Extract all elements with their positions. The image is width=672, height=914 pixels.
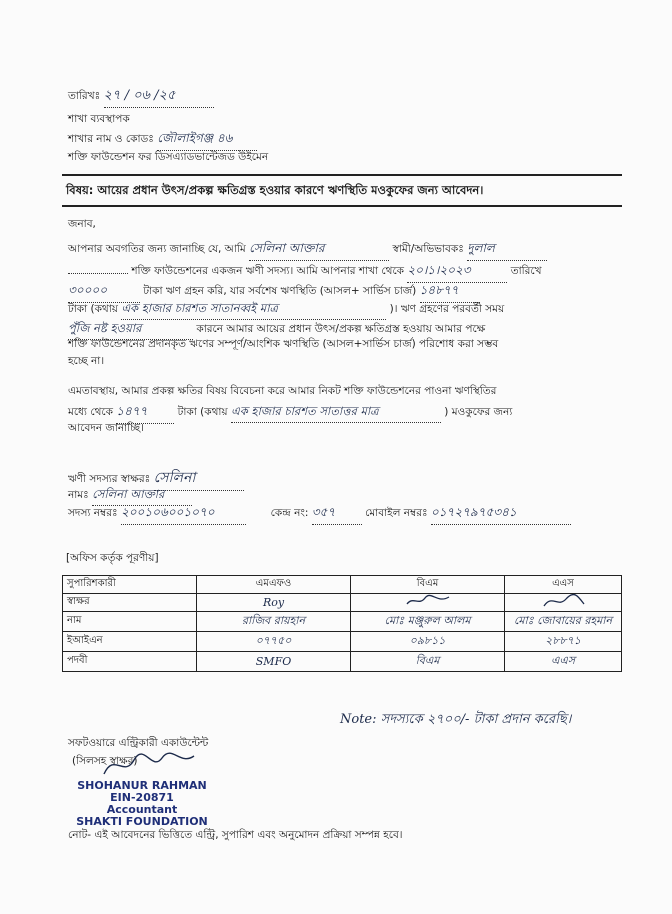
as-name: মোঃ জোবায়ের রহমান	[505, 612, 622, 632]
member-signature: সেলিনা	[154, 466, 244, 491]
footer-note: নোট- এই আবেদনের ভিত্তিতে এন্ট্রি, সুপারিশ এবং অনুমোদন প্রক্রিয়া সম্পন্ন হবে।	[68, 829, 403, 841]
body-text: শক্তি ফাউন্ডেশনের একজন ঋণী সদস্য। আমি আপনার শাখা থেকে	[131, 265, 405, 277]
body-line-6: শক্তি ফাউন্ডেশনের প্রদানকৃত ঋণের সম্পূর্ণ/আংশিক ঋণস্থিতি (আসল+সার্ভিস চার্জ) পরিশোধ করা সম্ভব	[68, 338, 499, 350]
table-row	[63, 632, 622, 652]
loan-amount: ৩০০০০	[68, 282, 140, 303]
mfo-signature: Roy	[197, 594, 351, 612]
member-name-row	[68, 486, 192, 506]
bm-ein: ০৯৮১১	[351, 632, 505, 652]
body-text: আপনার অবগতির জন্য জানাচ্ছি যে, আমি	[68, 243, 246, 255]
branch-row	[68, 130, 257, 151]
body-text: টাকা (কথায়	[68, 303, 118, 315]
body2-line-3: আবেদন জানাচ্ছি।	[68, 422, 144, 434]
salutation: জনাব,	[68, 218, 96, 230]
waiver-in-words: এক হাজার চারশত সাতাত্তর মাত্র	[231, 403, 441, 423]
subject-rule-bottom	[62, 205, 622, 207]
body-text: তারিখে	[510, 265, 542, 277]
bm-name: মোঃ মঞ্জুরুল আলম	[351, 612, 505, 632]
body-line-4	[68, 300, 504, 320]
body-line-7: হচ্ছে না।	[68, 355, 105, 367]
table-header: সুপারিশকারী	[63, 576, 197, 594]
body-text: টাকা ঋণ গ্রহন করি, যার সর্বশেষ ঋণস্থিতি (আসল+ সার্ভিস চার্জ)	[143, 285, 417, 297]
member-name: সেলিনা আক্তার	[92, 486, 192, 506]
center-number: ৩৫৭	[312, 504, 362, 525]
bm-signature-mark	[403, 594, 453, 608]
guardian-name: দুলাল	[467, 240, 547, 261]
seal-name: SHOHANUR RAHMAN	[77, 779, 207, 792]
accountant-seal	[72, 780, 212, 828]
mfo-name: রাজিব রায়হান	[197, 612, 351, 632]
table-row	[63, 594, 622, 612]
seal-role: Accountant	[106, 803, 178, 816]
accountant-subtitle: (সিলসহ স্বাক্ষর)	[72, 755, 138, 767]
signature-label: ঋণী সদস্যর স্বাক্ষরঃ	[68, 473, 151, 485]
as-designation: এএস	[505, 652, 622, 672]
row-label: ইআইএন	[63, 632, 197, 652]
center-label: কেন্দ্র নং:	[270, 507, 309, 519]
as-ein: ২৮৮৭১	[505, 632, 622, 652]
subject-rule-top	[62, 174, 622, 176]
recommendation-table	[62, 575, 622, 672]
subject-line: বিষয়: আয়ের প্রধান উৎস/প্রকল্প ক্ষতিগ্রস্ত হওয়ার কারণে ঋণস্থিতি মওকুফের জন্য আবেদন।	[66, 183, 484, 197]
date-label: তারিখঃ	[68, 90, 101, 102]
body-line-1	[68, 240, 547, 261]
as-signature-mark	[538, 594, 588, 608]
table-header-row	[63, 576, 622, 594]
table-row	[63, 612, 622, 632]
body2-line-1: এমতাবস্থায়, আমার প্রকল্প ক্ষতির বিষয় বিবেচনা করে আমার নিকট শক্তি ফাউন্ডেশনের পাওনা ঋণস্থিতির	[68, 385, 497, 397]
member-numbers-row	[68, 504, 571, 525]
body-text: স্বামী/অভিভাবকঃ	[392, 243, 464, 255]
seal-ein: EIN-20871	[110, 791, 174, 804]
blank	[68, 273, 128, 274]
table-row	[63, 652, 622, 672]
seal-org: SHAKTI FOUNDATION	[76, 815, 208, 828]
applicant-name: সেলিনা আক্তার	[249, 240, 389, 261]
balance-in-words: এক হাজার চারশত সাতানব্বই মাত্র	[121, 300, 386, 320]
member-no-label: সদস্য নম্বরঃ	[68, 507, 118, 519]
table-header: এমএফও	[197, 576, 351, 594]
table-header: বিএম	[351, 576, 505, 594]
branch-value: জৌলাইগঞ্জ ৪৬	[157, 130, 257, 151]
waiver-amount: ১৪৭৭	[116, 403, 174, 424]
office-use-title: [অফিস কর্তৃক পূরণীয়]	[66, 552, 159, 564]
name-label: নামঃ	[68, 489, 89, 501]
row-label: নাম	[63, 612, 197, 632]
organization-name: শক্তি ফাউন্ডেশন ফর ডিসএ্যাডভান্টেজড উইমেন	[68, 151, 269, 163]
body-text: টাকা (কথায়	[177, 406, 228, 418]
loss-reason: পুঁজি নষ্ট হওয়ার	[68, 320, 193, 340]
row-label: স্বাক্ষর	[63, 594, 197, 612]
date-value: ২৭ / ০৬ /২৫	[104, 86, 214, 108]
as-signature	[505, 594, 622, 612]
bm-designation: বিএম	[351, 652, 505, 672]
body-line-2	[68, 262, 542, 283]
member-number: ২০০১০৬০০১০৭০	[121, 504, 246, 525]
accountant-signature-mark	[100, 748, 200, 782]
row-label: পদবী	[63, 652, 197, 672]
bm-signature	[351, 594, 505, 612]
body-text: )। ঋণ গ্রহণের পরবর্তী সময়	[389, 303, 505, 315]
branch-label: শাখার নাম ও কোডঃ	[68, 133, 154, 145]
handwritten-note: Note: সদস্যকে ২৭০০/- টাকা প্রদান করেছি।	[340, 712, 572, 727]
loan-date: ২০।১।২০২৩	[407, 262, 507, 283]
branch-manager: শাখা ব্যবস্থাপক	[68, 113, 130, 125]
mobile-label: মোবাইল নম্বরঃ	[365, 507, 428, 519]
loan-balance: ১৪৮৭৭	[420, 282, 480, 303]
accountant-title: সফটওয়ারে এন্ট্রিকারী একাউন্টেন্ট	[68, 737, 209, 749]
body-text: মধ্যে থেকে	[68, 406, 113, 418]
mobile-number: ০১৭২৭৯৭৫৩৪১	[431, 504, 571, 525]
date-row	[68, 86, 214, 108]
mfo-designation: SMFO	[197, 652, 351, 672]
body-text: ) মওকুফের জন্য	[444, 406, 513, 418]
body-text: কারনে আমার আয়ের প্রধান উৎস/প্রকল্প ক্ষতিগ্রস্ত হওয়ায় আমার পক্ষে	[196, 323, 486, 335]
mfo-ein: ০৭৭৫০	[197, 632, 351, 652]
table-header: এএস	[505, 576, 622, 594]
